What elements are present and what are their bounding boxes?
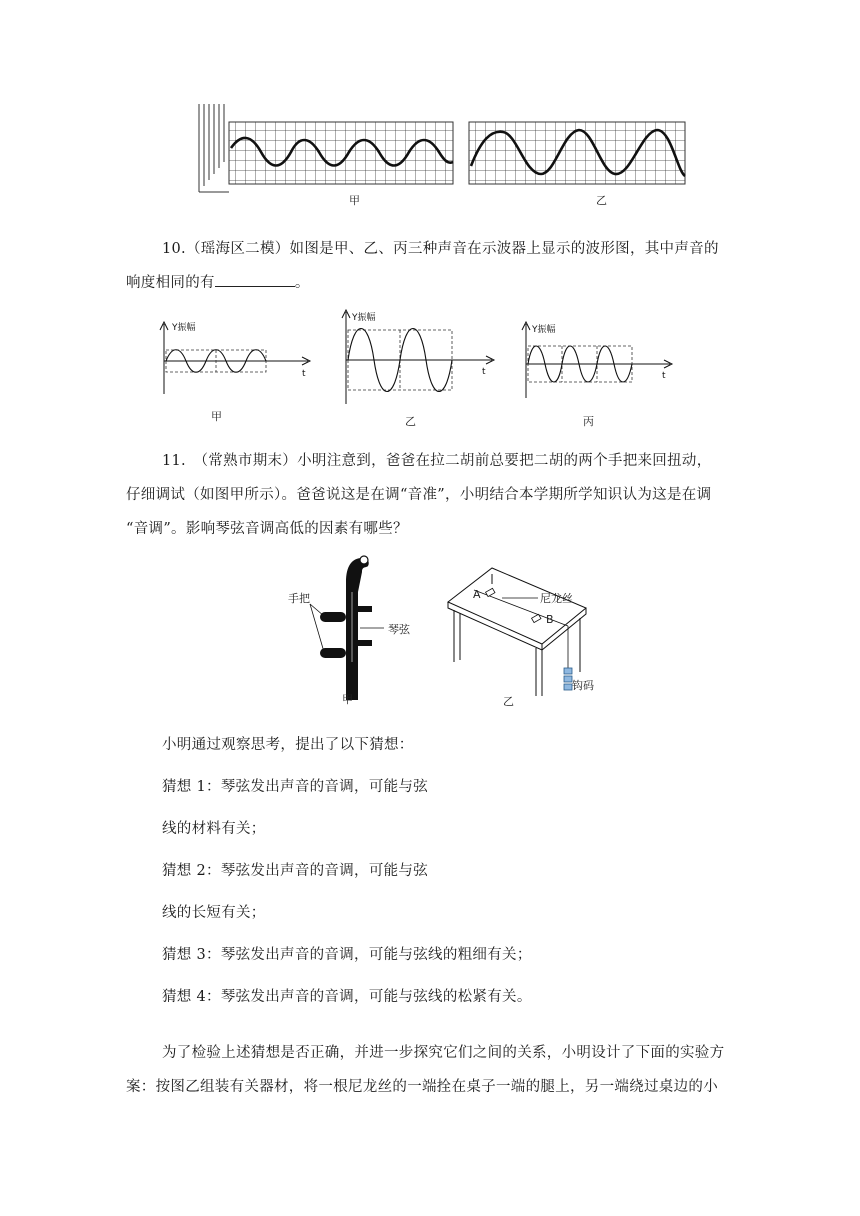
scope-screen-jia [229,122,453,184]
plan-line2: 案：按图乙组装有关器材，将一根尼龙丝的一端拴在桌子一端的腿上，另一端绕过桌边的小 [126,1079,718,1095]
q10-bing-xlabel: t [662,371,666,381]
answer-blank[interactable] [215,274,295,287]
scope-frame-lines [199,104,229,192]
erhu-string-label: 琴弦 [388,623,410,636]
q10-jia-caption: 甲 [211,410,222,423]
plan-line1: 为了检验上述猜想是否正确，并进一步探究它们之间的关系，小明设计了下面的实验方 [162,1045,725,1061]
top-oscilloscope-figure [195,100,695,212]
weight-label: 钩码 [572,679,594,692]
q10-line2-end: 。 [294,275,310,291]
table-caption: 乙 [503,695,514,708]
point-a-label: A [473,588,481,601]
q10-line1: 10.（瑶海区二模）如图是甲、乙、丙三种声音在示波器上显示的波形图，其中声音的 [162,241,719,257]
q10-graph-jia [150,318,315,403]
q11-line1: 11. （常熟市期末）小明注意到，爸爸在拉二胡前总要把二胡的两个手把来回扭动， [162,453,712,469]
nylon-label: 尼龙丝 [540,592,573,605]
q11-plan [126,1036,736,1104]
q10-jia-ylabel: Y振幅 [172,323,196,333]
top-figure-label-yi: 乙 [596,194,607,207]
guess-3: 猜想 3：琴弦发出声音的音调，可能与弦线的粗细有关； [162,947,532,963]
hook-weights [564,668,572,690]
guess-1a: 猜想 1：琴弦发出声音的音调，可能与弦 [162,779,429,795]
top-figure-label-jia: 甲 [349,194,360,207]
q10-graph-bing [512,318,677,403]
scope-screen-yi [469,122,685,184]
q10-bing-caption: 丙 [583,415,594,428]
q11-line3: “音调”。影响琴弦音调高低的因素有哪些？ [126,521,408,537]
guess-2b: 线的长短有关； [162,905,266,921]
q11-guesses [126,724,736,1018]
point-b-label: B [546,613,554,626]
q10-line2-text: 响度相同的有 [126,275,215,291]
q10-bing-ylabel: Y振幅 [532,325,556,335]
q11-line2: 仔细调试（如图甲所示）。爸爸说这是在调“音准”，小明结合本学期所学知识认为这是在调 [126,487,712,503]
guess-1b: 线的材料有关； [162,821,266,837]
q10-yi-xlabel: t [482,367,486,377]
intro-line: 小明通过观察思考，提出了以下猜想： [162,737,414,753]
q10-yi-ylabel: Y振幅 [352,313,376,323]
guess-4: 猜想 4：琴弦发出声音的音调，可能与弦线的松紧有关。 [162,989,532,1005]
q10-line2 [126,266,736,300]
q10-graph-yi [332,306,497,406]
erhu-caption: 甲 [342,693,353,706]
q11-text [126,444,736,546]
q10-text [126,232,736,300]
q10-jia-xlabel: t [302,369,306,379]
guess-2a: 猜想 2：琴弦发出声音的音调，可能与弦 [162,863,429,879]
erhu-handle-label: 手把 [288,592,310,605]
erhu-scroll [360,556,368,564]
q10-yi-caption: 乙 [405,415,416,428]
